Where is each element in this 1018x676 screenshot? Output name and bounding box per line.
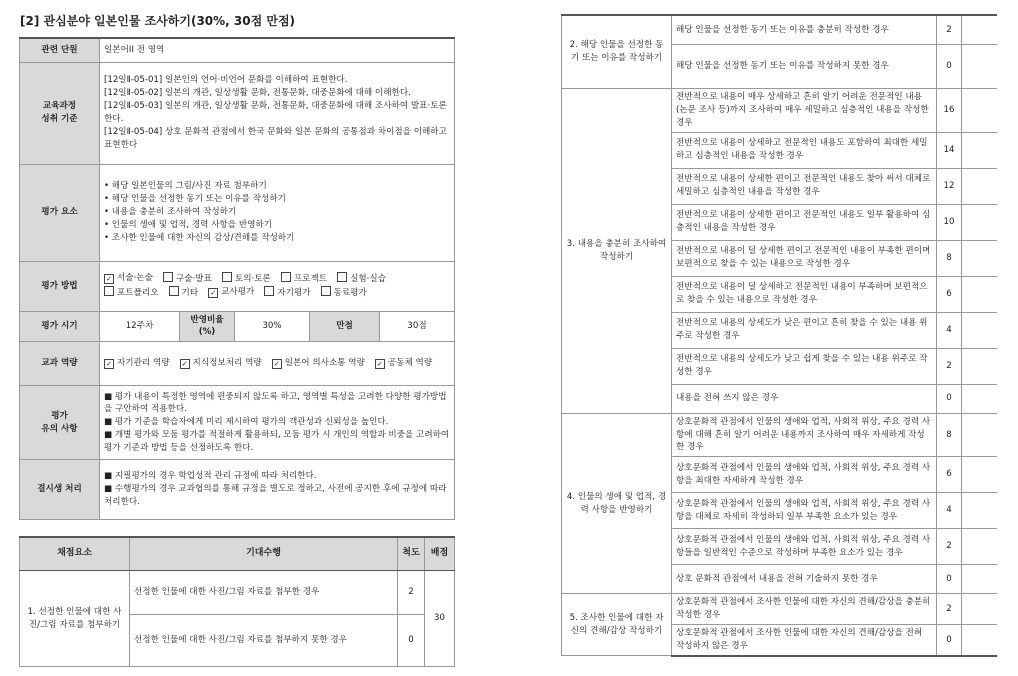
method-option[interactable]: [222, 272, 271, 286]
competency-option-label: 지식정보처리 역량: [192, 358, 262, 369]
standard-item: [12일Ⅱ-05-02] 일본의 개관, 일상생활 문화, 전통문화, 대중문화에 대해 이해한다.: [104, 88, 411, 99]
notes-label: 평가 유의 사항: [20, 386, 100, 460]
criterion-desc: 전반적으로 내용이 상세하고 전문적인 내용도 포함하여 최대한 세밀하고 심층적인 내용을 작성한 경우: [672, 132, 937, 168]
criterion-2: 2. 해당 인물을 선정한 동기 또는 이유를 작성하기: [562, 15, 672, 89]
method-option[interactable]: [104, 272, 153, 286]
full-score-label: 만점: [310, 311, 380, 342]
criterion-desc: 전반적으로 내용의 상세도가 낮고 쉽게 찾을 수 있는 내용 위주로 작성한 경우: [672, 348, 937, 384]
elements-label: 평가 요소: [20, 164, 100, 261]
criterion-score: 0: [937, 625, 962, 656]
element-item: • 해당 일본인물의 그림/사진 자료 첨부하기: [104, 181, 267, 192]
checked-box-icon[interactable]: ✓: [375, 359, 385, 369]
empty-box-icon[interactable]: [264, 286, 274, 296]
checked-box-icon[interactable]: ✓: [208, 288, 218, 298]
header-element: 채점요소: [20, 537, 130, 571]
weight-cell: [962, 45, 997, 89]
weight-cell: [962, 312, 997, 348]
method-option-label: 자기평가: [277, 288, 311, 298]
ratio-value: 30%: [235, 311, 310, 342]
weight-cell: [962, 348, 997, 384]
method-label: 평가 방법: [20, 261, 100, 311]
method-option[interactable]: [264, 286, 310, 300]
unit-value: 일본어II 전 영역: [100, 38, 455, 62]
criterion-desc: 전반적으로 내용이 덜 상세한 편이고 전문적인 내용이 부족한 편이며 보편적으로 찾을 수 있는 내용으로 작성한 경우: [672, 240, 937, 276]
method-option[interactable]: [163, 272, 212, 286]
checked-box-icon[interactable]: ✓: [104, 274, 114, 284]
empty-box-icon[interactable]: [321, 286, 331, 296]
criterion-desc: 내용을 전혀 쓰지 않은 경우: [672, 384, 937, 413]
competency-option-label: 자기관리 역량: [117, 358, 170, 369]
competency-option-label: 공동체 역량: [387, 358, 433, 369]
header-expectation: 기대수행: [130, 537, 398, 571]
method-option-label: 실험·실습: [350, 274, 387, 285]
competency-options: [100, 342, 455, 386]
scoring-table-left: [19, 536, 455, 667]
method-options: [100, 261, 455, 311]
criterion-desc: 전반적으로 내용이 덜 상세하고 전문적인 내용이 부족하며 보편적으로 찾을 수 있는 내용으로 작성한 경우: [672, 276, 937, 312]
criterion-desc: 상호문화적 관점에서 조사한 인물에 대한 자신의 견해/감상을 충분히 작성한 경우: [672, 594, 937, 625]
criterion-5: 5. 조사한 인물에 대한 자신의 견해/감상 작성하기: [562, 594, 672, 656]
method-option-label: 토의·토론: [234, 274, 271, 285]
criterion-desc: 상호문화적 관점에서 조사한 인물에 대한 자신의 견해/감상을 전혀 작성하지 않은 경우: [672, 625, 937, 656]
timing-value: 12주차: [100, 311, 180, 342]
elements-list: [100, 164, 455, 261]
checked-box-icon[interactable]: ✓: [104, 359, 114, 369]
competency-option[interactable]: [180, 357, 262, 370]
unit-label: 관련 단원: [20, 38, 100, 62]
criterion-score: 14: [937, 132, 962, 168]
absence-label: 결시생 처리: [20, 460, 100, 520]
absence-item: ■ 수행평가의 경우 교과협의를 통해 규정을 별도로 정하고, 사전에 공지한 후에 규정에 따라 처리한다.: [104, 484, 447, 508]
competency-label: 교과 역량: [20, 342, 100, 386]
weight-cell: [962, 457, 997, 493]
weight-cell: [962, 413, 997, 457]
method-option[interactable]: [208, 286, 254, 300]
criterion-score: 2: [937, 15, 962, 45]
criterion-score: 6: [937, 457, 962, 493]
empty-box-icon[interactable]: [163, 272, 173, 282]
method-option[interactable]: [281, 272, 327, 286]
weight-cell: [962, 15, 997, 45]
note-item: ■ 평가 기준을 학습자에게 미리 제시하여 평가의 객관성과 신뢰성을 높인다.: [104, 417, 389, 428]
note-item: ■ 평가 내용이 특정한 영역에 편중되지 않도록 하고, 영역별 특성을 고려한 다양한 평가방법을 구안하여 적용한다.: [104, 391, 447, 415]
criterion-score: 8: [937, 413, 962, 457]
absence-item: ■ 지필평가의 경우 학업성적 관리 규정에 따라 처리한다.: [104, 471, 317, 482]
ratio-label: 반영비율(%): [180, 311, 235, 342]
method-option-label: 동료평가: [333, 288, 367, 298]
weight-cell: [962, 625, 997, 656]
criterion-score: 16: [937, 89, 962, 133]
header-weight: 배점: [425, 537, 455, 571]
element-item: • 인물의 생애 및 업적, 경력 사항을 반영하기: [104, 219, 273, 230]
weight-cell: [962, 384, 997, 413]
empty-box-icon[interactable]: [104, 286, 114, 296]
criterion-score: 4: [937, 493, 962, 529]
criterion-desc: 전반적으로 내용이 상세한 편이고 전문적인 내용도 찾아 써서 대체로 세밀하고 심층적인 내용을 작성한 경우: [672, 168, 937, 204]
method-option[interactable]: [169, 286, 199, 300]
criterion-score: 2: [937, 348, 962, 384]
method-option[interactable]: [104, 286, 159, 300]
section-title: [2] 관심분야 일본인물 조사하기(30%, 30점 만점): [20, 14, 296, 28]
checked-box-icon[interactable]: ✓: [272, 359, 282, 369]
checked-box-icon[interactable]: ✓: [180, 359, 190, 369]
empty-box-icon[interactable]: [337, 272, 347, 282]
element-item: • 조사한 인물에 대한 자신의 감상/견해를 작성하기: [104, 232, 295, 243]
empty-box-icon[interactable]: [169, 286, 179, 296]
method-option[interactable]: [321, 286, 367, 300]
scoring-table-right: [561, 14, 997, 657]
assessment-plan-table: [19, 37, 455, 520]
standard-item: [12일Ⅱ-05-01] 일본인의 언어·비언어 문화를 이해하여 표현한다.: [104, 75, 348, 86]
method-option-label: 교사평가: [221, 287, 255, 297]
competency-option-label: 일본어 의사소통 역량: [284, 358, 365, 369]
standards-list: [100, 62, 455, 164]
standards-label: 교육과정 성취 기준: [20, 62, 100, 164]
method-option-label: 기타: [181, 288, 199, 298]
weight-cell: [962, 168, 997, 204]
standard-item: [12일Ⅱ-05-04] 상호 문화적 관점에서 한국 문화와 일본 문화의 공통점과 차이점을 이해하고 표현한다: [104, 126, 447, 150]
weight-cell: [962, 529, 997, 565]
weight-cell: [962, 493, 997, 529]
criterion-desc: 해당 인물을 선정한 동기 또는 이유를 충분히 작성한 경우: [672, 15, 937, 45]
criterion-score: 2: [398, 571, 425, 615]
criterion-score: 10: [937, 204, 962, 240]
criterion-desc: 상호문화적 관점에서 인물의 생애와 업적, 사회적 위상, 주요 경력 사항에 대해 흔히 알기 어려운 내용까지 조사하여 매우 자세하게 작성한 경우: [672, 413, 937, 457]
criterion-4: 4. 인물의 생애 및 업적, 경력 사항을 반영하기: [562, 413, 672, 594]
criterion-3: 3. 내용을 충분히 조사하여 작성하기: [562, 89, 672, 414]
criterion-desc: 상호문화적 관점에서 인물의 생애와 업적, 사회적 위상, 주요 경력 사항을 대체로 자세히 작성하되 일부 부족한 요소가 있는 경우: [672, 493, 937, 529]
competency-option[interactable]: [272, 357, 365, 370]
criterion-score: 0: [937, 45, 962, 89]
criterion-desc: 해당 인물을 선정한 동기 또는 이유를 작성하지 못한 경우: [672, 45, 937, 89]
criterion-score: 4: [937, 312, 962, 348]
criterion-score: 0: [398, 615, 425, 667]
criterion-desc: 상호 문화적 관점에서 내용을 전혀 기술하지 못한 경우: [672, 565, 937, 594]
method-option-label: 서술·논술: [117, 273, 153, 284]
weight-cell: [962, 204, 997, 240]
weight-cell: [962, 89, 997, 133]
competency-option[interactable]: [375, 357, 432, 370]
criterion-desc: 상호문화적 관점에서 인물의 생애와 업적, 사회적 위상, 주요 경력 사항들을 일반적인 수준으로 작성하며 부족한 요소가 있는 경우: [672, 529, 937, 565]
criterion-desc: 전반적으로 내용이 상세한 편이고 전문적인 내용도 일부 활용하여 심층적인 내용을 작성한 경우: [672, 204, 937, 240]
header-scale: 척도: [398, 537, 425, 571]
method-option-label: 구술·발표: [175, 274, 212, 285]
criterion-desc: 전반적으로 내용이 매우 상세하고 흔히 알기 어려운 전문적인 내용(논문 조사 등)까지 조사하여 매우 세밀하고 심층적인 내용을 작성한 경우: [672, 89, 937, 133]
criterion-score: 2: [937, 594, 962, 625]
criterion-score: 2: [937, 529, 962, 565]
total-weight: 30: [425, 571, 455, 667]
element-item: • 내용을 충분히 조사하여 작성하기: [104, 207, 237, 218]
criterion-desc: 선정한 인물에 대한 사진/그림 자료를 첨부하지 못한 경우: [130, 615, 398, 667]
method-option[interactable]: [337, 272, 386, 286]
full-score-value: 30점: [380, 311, 455, 342]
empty-box-icon[interactable]: [281, 272, 291, 282]
weight-cell: [962, 132, 997, 168]
weight-cell: [962, 565, 997, 594]
criterion-desc: 상호문화적 관점에서 인물의 생애와 업적, 사회적 위상, 주요 경력 사항을 최대한 자세하게 작성한 경우: [672, 457, 937, 493]
criterion-desc: 선정한 인물에 대한 사진/그림 자료를 첨부한 경우: [130, 571, 398, 615]
criterion-score: 0: [937, 384, 962, 413]
method-option-label: 프로젝트: [293, 274, 328, 285]
criterion-score: 12: [937, 168, 962, 204]
criterion-desc: 전반적으로 내용의 상세도가 낮은 편이고 흔히 찾을 수 있는 내용 위주로 작성한 경우: [672, 312, 937, 348]
empty-box-icon[interactable]: [222, 272, 232, 282]
weight-cell: [962, 240, 997, 276]
criterion-score: 6: [937, 276, 962, 312]
criterion-score: 0: [937, 565, 962, 594]
criterion-score: 8: [937, 240, 962, 276]
competency-option[interactable]: [104, 357, 170, 370]
notes-list: [100, 386, 455, 460]
absence-list: [100, 460, 455, 520]
weight-cell: [962, 276, 997, 312]
timing-label: 평가 시기: [20, 311, 100, 342]
criterion-1: 1. 선정한 인물에 대한 사진/그림 자료를 첨부하기: [20, 571, 130, 667]
note-item: ■ 개별 평가와 모둠 평가를 적절하게 활용하되, 모둠 평가 시 개인의 역할과 비중을 고려하여 평가 기준과 방법 등을 선정하도록 한다.: [104, 430, 450, 454]
element-item: • 해당 인물을 선정한 동기 또는 이유를 작성하기: [104, 194, 286, 205]
method-option-label: 포트폴리오: [117, 288, 159, 298]
weight-cell: [962, 594, 997, 625]
standard-item: [12일Ⅱ-05-03] 일본의 개관, 일상생활 문화, 전통문화, 대중문화에 대해 조사하여 발표·토론한다.: [104, 101, 447, 124]
